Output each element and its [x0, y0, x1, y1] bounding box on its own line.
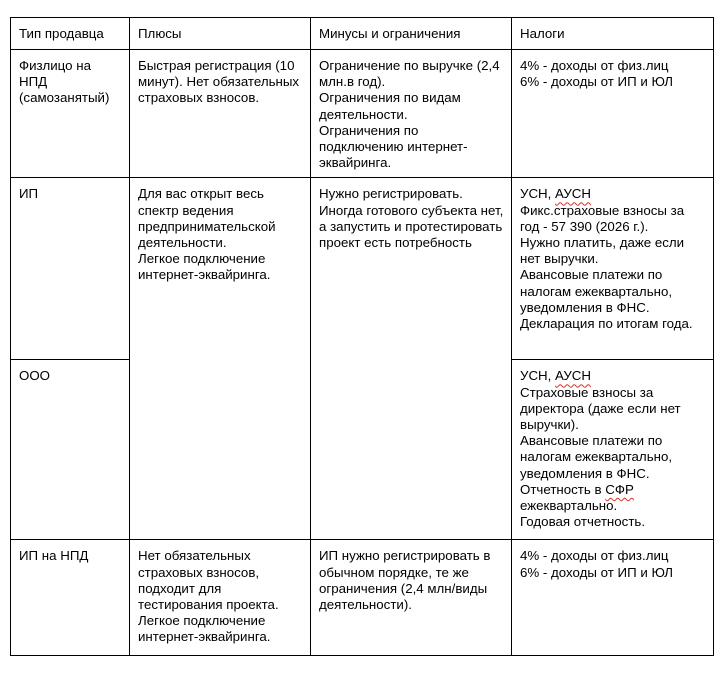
taxes-ooo-report — [520, 482, 706, 514]
seller-comparison-table — [10, 17, 714, 656]
taxes-ip-regime-ausn: АУСН — [555, 186, 591, 202]
pros-ip-npd-line-1: Нет обязательных страховых взносов, подходит для тестирования проекта. — [138, 548, 279, 613]
taxes-npd-line-1: 4% - доходы от физ.лиц — [520, 58, 669, 73]
cell-cons-ip-npd: ИП нужно регистрировать в обычном порядке, те же ограничения (2,4 млн/виды деятельности). — [311, 540, 512, 656]
taxes-ip-regime-usn: УСН, — [520, 186, 556, 202]
taxes-ooo-line-1: Страховые взносы за директора (даже если нет выручки). — [520, 384, 681, 433]
cell-type-ooo: ООО — [11, 360, 130, 540]
header-cell-cons: Минусы и ограничения — [311, 18, 512, 50]
cell-taxes-npd — [512, 50, 714, 178]
taxes-ooo-report-suffix: ежеквартально. — [520, 498, 618, 514]
cell-pros-npd: Быстрая регистрация (10 минут). Нет обязательных страховых взносов. — [130, 50, 311, 178]
cons-npd-line-3: Ограничения по подключению интернет-эквайринга. — [319, 122, 468, 171]
cell-pros-ip-npd — [130, 540, 311, 656]
taxes-ip-line-2: Нужно платить, даже если нет выручки. — [520, 235, 685, 267]
header-cell-pros: Плюсы — [130, 18, 311, 50]
pros-ip-line-1: Для вас открыт весь спектр ведения предпринимательской деятельности. — [138, 186, 276, 251]
cell-taxes-ooo — [512, 360, 714, 540]
table-row-ip-npd — [11, 540, 714, 656]
cell-type-ip-npd: ИП на НПД — [11, 540, 130, 656]
taxes-ooo-report-prefix: Отчетность в — [520, 481, 606, 497]
taxes-ooo-annual: Годовая отчетность. — [520, 514, 646, 530]
table-row-npd — [11, 50, 714, 178]
taxes-npd-line-2: 6% - доходы от ИП и ЮЛ — [520, 74, 674, 90]
taxes-ooo-report-body: СФР — [605, 481, 634, 497]
taxes-ip-line-3: Авансовые платежи по налогам ежеквартально, уведомления в ФНС. — [520, 267, 673, 315]
document — [10, 17, 714, 656]
taxes-ip-regime — [520, 186, 706, 202]
taxes-ooo-regime-usn: УСН, — [520, 368, 556, 384]
cell-taxes-ip — [512, 178, 714, 360]
cons-npd-line-1: Ограничение по выручке (2,4 млн.в год). — [319, 58, 500, 90]
taxes-ip-line-4: Декларация по итогам года. — [520, 316, 693, 332]
pros-ip-line-2: Легкое подключение интернет-эквайринга. — [138, 251, 271, 283]
taxes-ooo-line-2: Авансовые платежи по налогам ежеквартально, уведомления в ФНС. — [520, 433, 673, 481]
cell-type-npd: Физлицо на НПД (самозанятый) — [11, 50, 130, 178]
taxes-ip-line-1: Фикс.страховые взносы за год - 57 390 (2026 г.). — [520, 202, 685, 234]
cell-taxes-ip-npd — [512, 540, 714, 656]
taxes-ooo-regime-ausn: АУСН — [555, 368, 591, 384]
cell-pros-ip-ooo — [130, 178, 311, 540]
header-cell-seller-type: Тип продавца — [11, 18, 130, 50]
table-row-ip — [11, 178, 714, 360]
pros-ip-npd-line-2: Легкое подключение интернет-эквайринга. — [138, 613, 271, 645]
cell-cons-ip-ooo: Нужно регистрировать. Иногда готового субъекта нет, а запустить и протестировать проект есть потребность — [311, 178, 512, 540]
taxes-ip-npd-line-1: 4% - доходы от физ.лиц — [520, 548, 669, 564]
cell-cons-npd — [311, 50, 512, 178]
header-cell-taxes: Налоги — [512, 18, 714, 50]
cell-type-ip: ИП — [11, 178, 130, 360]
cons-npd-line-2: Ограничения по видам деятельности. — [319, 90, 461, 122]
taxes-ooo-regime — [520, 368, 706, 384]
table-header-row — [11, 18, 714, 50]
taxes-ip-npd-line-2: 6% - доходы от ИП и ЮЛ — [520, 564, 674, 580]
